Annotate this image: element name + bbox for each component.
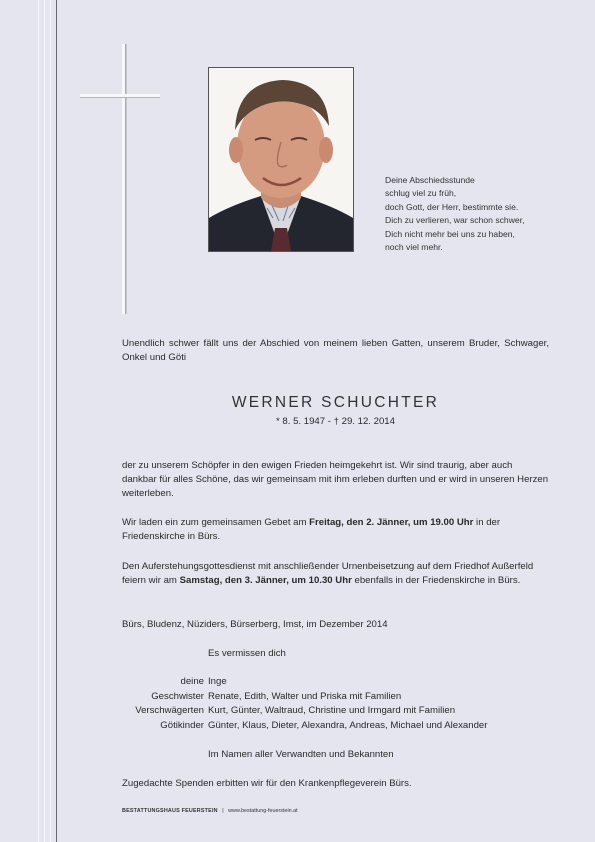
funeral-location: ebenfalls in der Friedenskirche in Bürs.	[351, 575, 521, 587]
paragraph-prayer	[122, 516, 549, 544]
funeral-text: Den Auferstehungsgottesdienst mit anschließender Urnenbeisetzung auf dem Friedhof Außerfeld feiern wir am	[122, 561, 534, 587]
poem-line: Deine Abschiedsstunde	[385, 175, 475, 185]
place-date-line: Bürs, Bludenz, Nüziders, Bürserberg, Imst, im Dezember 2014	[122, 619, 388, 630]
poem	[385, 174, 555, 254]
mourners-list	[122, 675, 549, 733]
footer-separator: |	[222, 808, 224, 814]
footer-url[interactable]: www.bestattung-feuerstein.at	[228, 808, 298, 814]
mourner-names: Günter, Klaus, Dieter, Alexandra, Andreas, Michael und Alexander	[208, 719, 488, 731]
paragraph-remembrance: der zu unserem Schöpfer in den ewigen Frieden heimgekehrt ist. Wir sind traurig, aber auch dankbar für alles Schöne, das wir gemeinsam mit ihm erleben durften und er wird in unseren Herzen weiterleben.	[122, 460, 549, 500]
poem-line: Dich nicht mehr bei uns zu haben,	[385, 228, 515, 239]
portrait-photo	[208, 67, 354, 252]
mourners-heading: Es vermissen dich	[208, 648, 286, 659]
poem-line: doch Gott, der Herr, bestimmte sie.	[385, 201, 519, 212]
border-line	[50, 0, 51, 842]
prayer-text: Wir laden ein zum gemeinsamen Gebet am	[122, 517, 310, 528]
border-line	[56, 0, 57, 842]
poem-line: schlug viel zu früh,	[385, 188, 457, 199]
prayer-date: Freitag, den 2. Jänner, um 19.00 Uhr	[309, 517, 474, 528]
paragraph-funeral	[122, 560, 549, 588]
list-item	[122, 675, 549, 690]
mourner-label: deine	[180, 676, 204, 687]
life-dates: * 8. 5. 1947 - † 29. 12. 2014	[276, 416, 395, 427]
mourner-label: Götikinder	[160, 719, 204, 731]
donation-note: Zugedachte Spenden erbitten wir für den Krankenpflegeverein Bürs.	[122, 778, 412, 789]
list-item	[122, 690, 549, 705]
deceased-name: WERNER SCHUCHTER	[231, 394, 440, 411]
mourner-names: Kurt, Günter, Waltraud, Christine und Irmgard mit Familien	[208, 705, 456, 717]
mourner-names: Renate, Edith, Walter und Priska mit Familien	[208, 690, 402, 702]
border-line	[38, 0, 39, 842]
list-item	[122, 704, 549, 719]
prayer-location: in der Friedenskirche in Bürs.	[122, 517, 501, 543]
poem-line: noch viel mehr.	[385, 242, 443, 253]
border-line	[44, 0, 45, 842]
mourner-label: Geschwister	[151, 690, 204, 702]
funeral-home-name: BESTATTUNGSHAUS FEUERSTEIN	[122, 808, 218, 814]
cross-icon	[80, 44, 160, 314]
mourner-label: Verschwägerten	[135, 705, 204, 717]
poem-line: Dich zu verlieren, war schon schwer,	[385, 215, 525, 226]
footer	[122, 808, 298, 814]
closing-line: Im Namen aller Verwandten und Bekannten	[208, 749, 394, 760]
list-item	[122, 719, 549, 734]
intro-text: Unendlich schwer fällt uns der Abschied von meinem lieben Gatten, unserem Bruder, Schwager, Onkel und Göti	[122, 338, 549, 364]
mourner-names: Inge	[208, 676, 227, 687]
funeral-date: Samstag, den 3. Jänner, um 10.30 Uhr	[179, 575, 352, 587]
